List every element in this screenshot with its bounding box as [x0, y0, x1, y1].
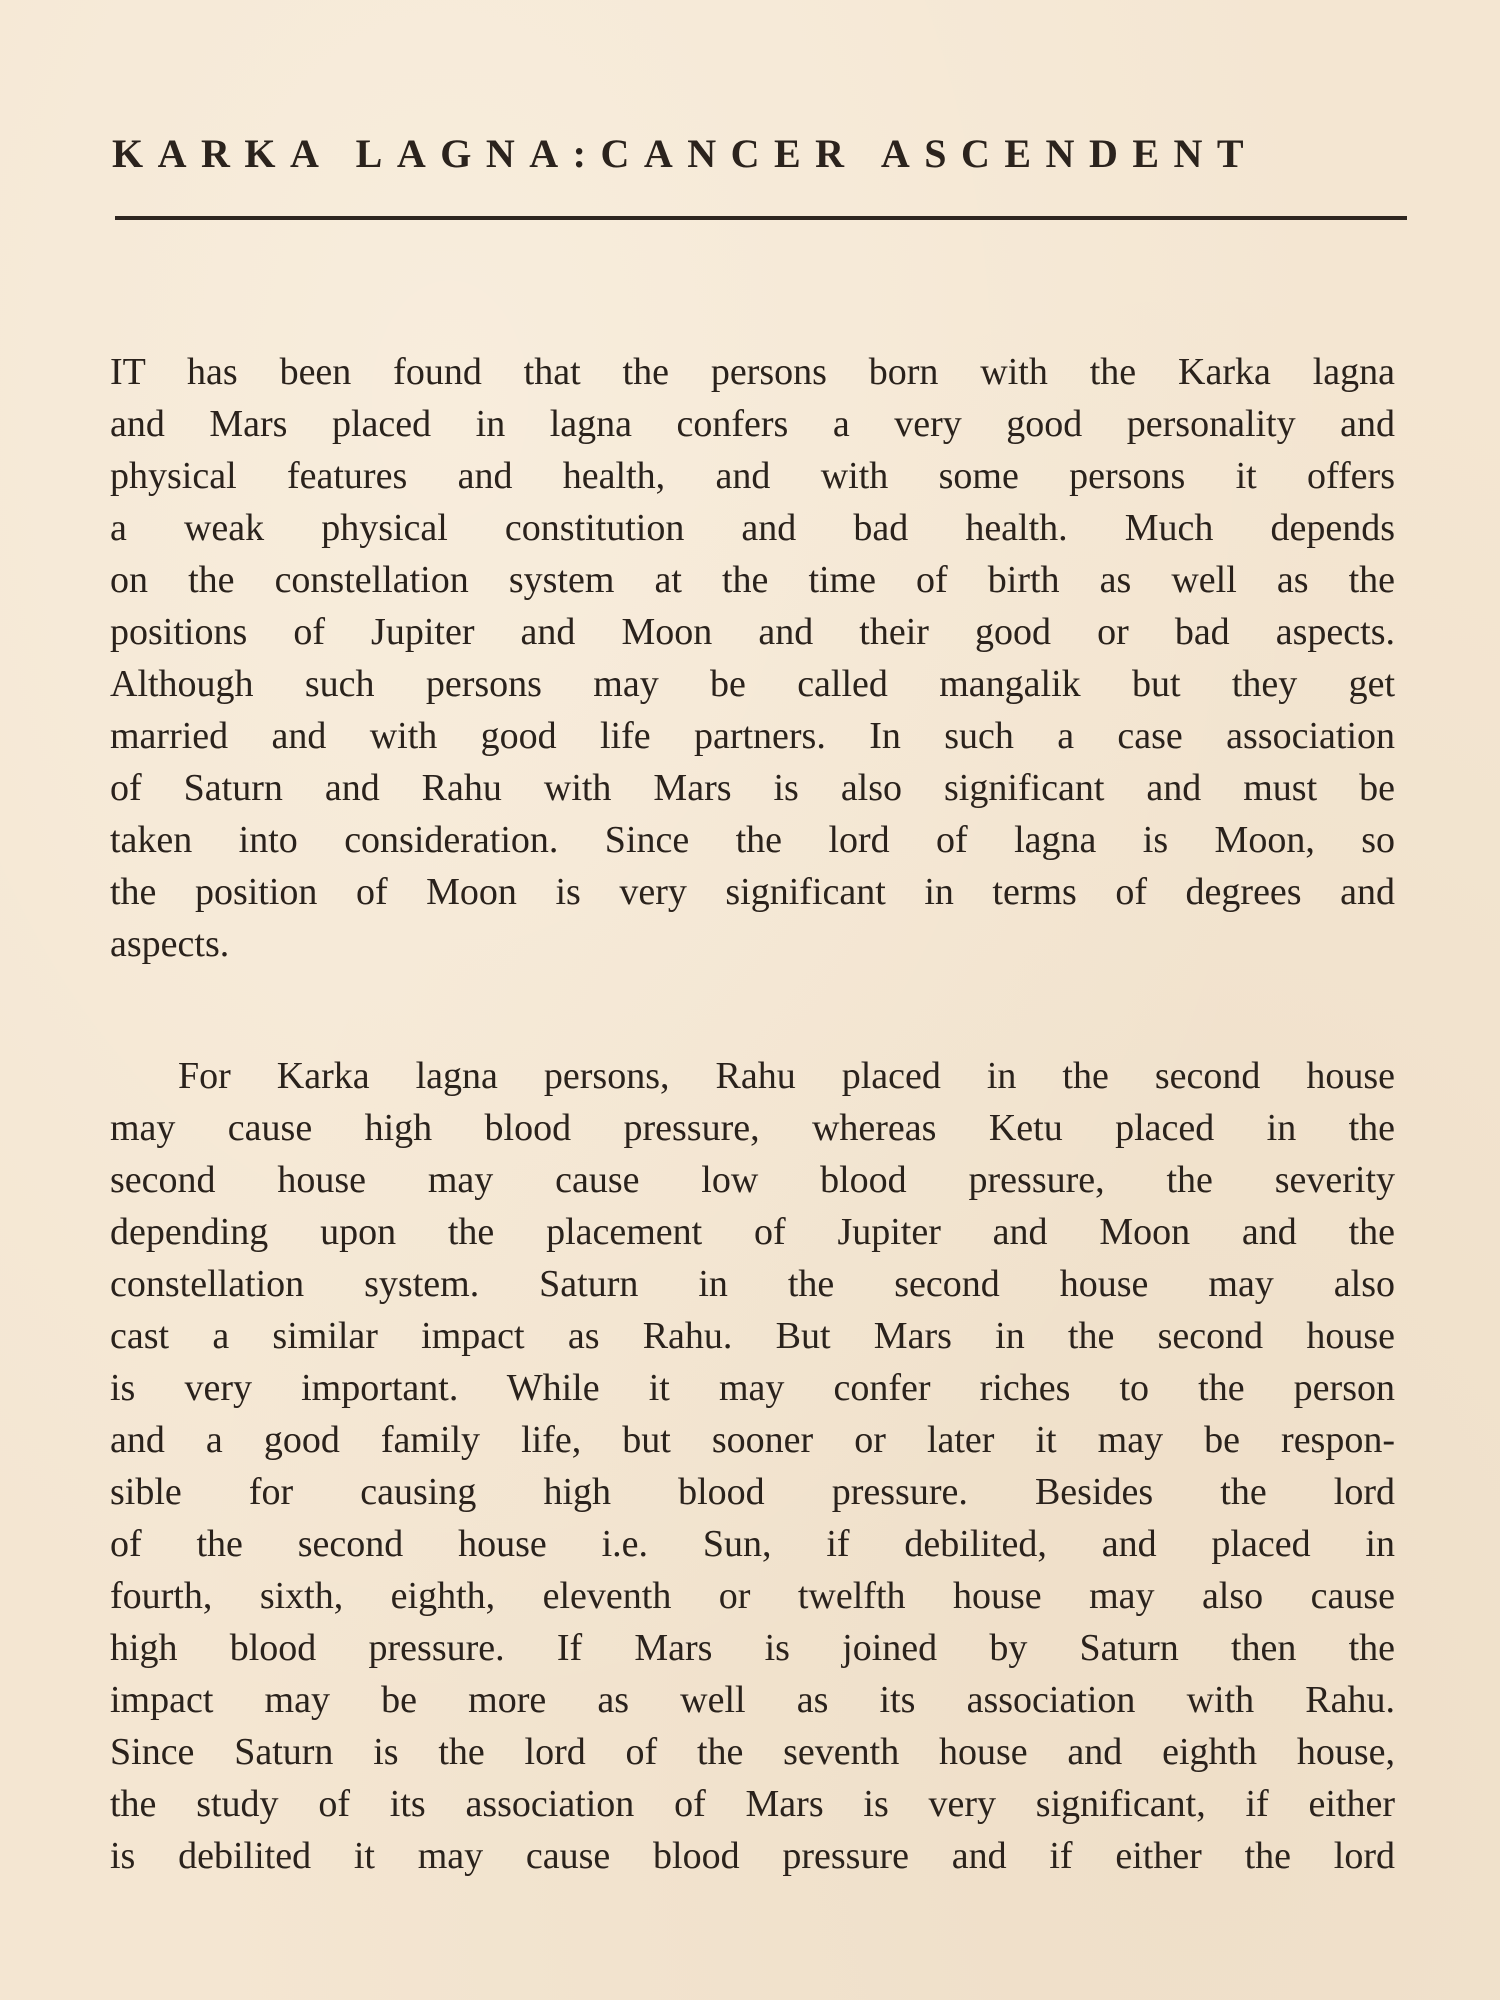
text-line: physical features and health, and with some persons it offers [110, 455, 1395, 497]
text-line: high blood pressure. If Mars is joined by Saturn then the [110, 1627, 1395, 1669]
text-line: positions of Jupiter and Moon and their good or bad aspects. [110, 611, 1395, 653]
text-line: may cause high blood pressure, whereas Ketu placed in the [110, 1107, 1395, 1149]
text-line: aspects. [110, 923, 230, 965]
text-line: a weak physical constitution and bad health. Much depends [110, 507, 1395, 549]
text-line: of Saturn and Rahu with Mars is also significant and must be [110, 767, 1395, 809]
text-line: constellation system. Saturn in the second house may also [110, 1263, 1395, 1305]
text-line: the position of Moon is very significant in terms of degrees and [110, 871, 1395, 913]
text-line: is debilited it may cause blood pressure and if either the lord [110, 1835, 1395, 1877]
text-line: taken into consideration. Since the lord of lagna is Moon, so [110, 819, 1395, 861]
text-line: is very important. While it may confer riches to the person [110, 1367, 1395, 1409]
text-line: cast a similar impact as Rahu. But Mars in the second house [110, 1315, 1395, 1357]
paragraph-2 [110, 1050, 1395, 1882]
paragraph-gap [110, 970, 1395, 1050]
text-line: the study of its association of Mars is very significant, if either [110, 1783, 1395, 1825]
text-line: depending upon the placement of Jupiter and Moon and the [110, 1211, 1395, 1253]
paragraph-1 [110, 346, 1395, 970]
text-line: married and with good life partners. In such a case association [110, 715, 1395, 757]
text-line: Since Saturn is the lord of the seventh house and eighth house, [110, 1731, 1395, 1773]
body-text [110, 346, 1395, 1882]
text-line: For Karka lagna persons, Rahu placed in the second house [178, 1055, 1395, 1097]
text-line: second house may cause low blood pressure, the severity [110, 1159, 1395, 1201]
running-head: KARKA LAGNA:CANCER ASCENDENT [112, 131, 1259, 176]
header-rule [115, 216, 1407, 220]
text-line: IT has been found that the persons born with the Karka lagna [110, 351, 1395, 393]
text-line: and Mars placed in lagna confers a very good personality and [110, 403, 1395, 445]
text-line: Although such persons may be called mangalik but they get [110, 663, 1395, 705]
text-line: impact may be more as well as its association with Rahu. [110, 1679, 1395, 1721]
text-line: sible for causing high blood pressure. Besides the lord [110, 1471, 1395, 1513]
text-line: on the constellation system at the time of birth as well as the [110, 559, 1395, 601]
text-line: of the second house i.e. Sun, if debilited, and placed in [110, 1523, 1395, 1565]
text-line: and a good family life, but sooner or later it may be respon- [110, 1419, 1395, 1461]
text-line: fourth, sixth, eighth, eleventh or twelfth house may also cause [110, 1575, 1395, 1617]
